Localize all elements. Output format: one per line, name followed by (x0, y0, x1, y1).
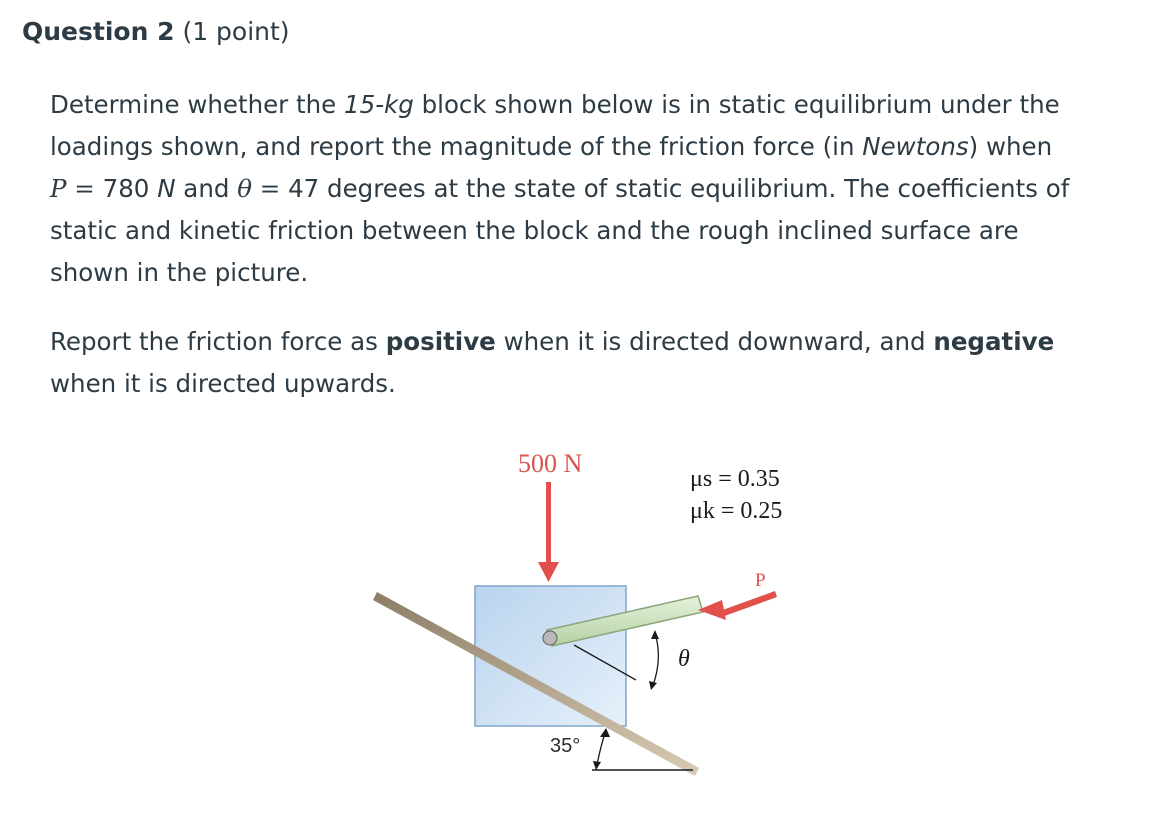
p-arrow-shaft (717, 591, 777, 618)
question-body (50, 84, 1150, 405)
theta-arc (652, 633, 658, 688)
p-symbol: P (50, 174, 67, 203)
problem-statement (50, 84, 1150, 294)
figure-svg (360, 440, 820, 800)
positive-word: positive (385, 327, 496, 356)
p-unit: N (157, 174, 176, 203)
equals-sign: = (74, 174, 95, 203)
text-fragment: ) when (968, 132, 1053, 161)
pin-joint (543, 631, 557, 645)
text-fragment: block shown below is in static equilibrium under the (413, 90, 1060, 119)
force-label: 500 N (518, 449, 583, 478)
p-label: P (755, 570, 766, 591)
theta-label: θ (678, 646, 690, 672)
equals-sign: = (259, 174, 281, 203)
theta-arrowhead (651, 630, 659, 639)
text-fragment: loadings shown, and report the magnitude of the friction force (in (50, 132, 863, 161)
p-arrow-head (698, 600, 726, 620)
angle-label: 35° (550, 735, 581, 757)
mu-s-label: μs = 0.35 (690, 466, 780, 492)
mu-k-label: μk = 0.25 (690, 498, 783, 524)
text-fragment: static and kinetic friction between the block and the rough inclined surface are (50, 216, 1019, 245)
theta-symbol: θ (237, 174, 252, 203)
force-arrow-shaft (546, 482, 551, 566)
incline-angle-arrowhead (600, 728, 610, 737)
question-title: Question 2 (22, 17, 175, 46)
mass-value: 15-kg (344, 90, 414, 119)
theta-arrowhead (649, 681, 657, 690)
problem-figure (360, 440, 820, 800)
sign-convention (50, 321, 1150, 405)
question-points: (1 point) (182, 17, 290, 46)
force-arrow-head (538, 562, 559, 582)
p-value: 780 (102, 174, 158, 203)
text-fragment: and (175, 174, 238, 203)
text-fragment: Report the friction force as (50, 327, 386, 356)
text-fragment: when it is directed upwards. (50, 369, 396, 398)
text-fragment: shown in the picture. (50, 258, 309, 287)
theta-value: 47 degrees at the state of static equilibrium. The coefficients of (280, 174, 1070, 203)
block (475, 586, 626, 726)
text-fragment: Determine whether the (50, 90, 345, 119)
unit-text: Newtons (862, 132, 969, 161)
negative-word: negative (933, 327, 1055, 356)
incline-angle-arrowhead (593, 761, 601, 770)
question-header (22, 14, 290, 50)
text-fragment: when it is directed downward, and (495, 327, 934, 356)
